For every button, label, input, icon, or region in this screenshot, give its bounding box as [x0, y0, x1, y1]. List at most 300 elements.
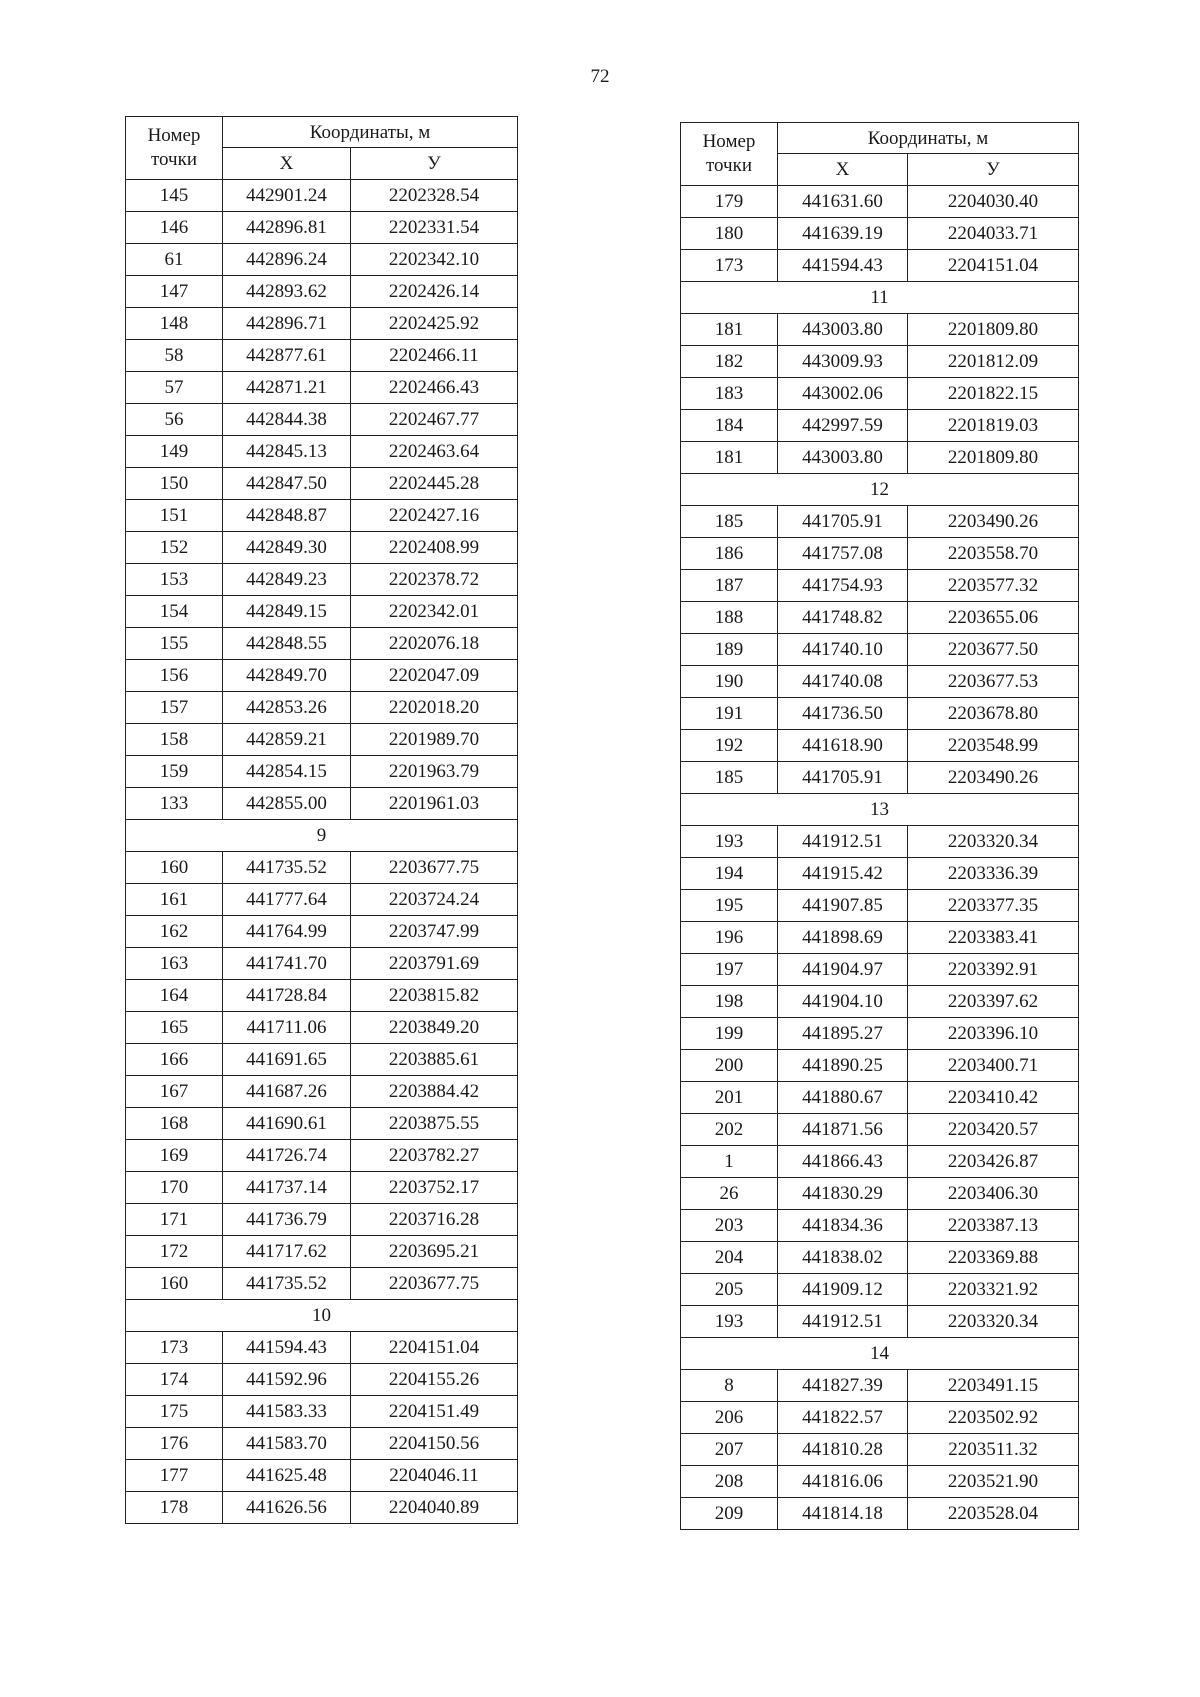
table-row	[126, 980, 518, 1012]
y-coordinate-cell: 2203490.26	[908, 506, 1079, 538]
x-coordinate-cell: 441687.26	[223, 1076, 351, 1108]
y-coordinate-cell: 2201809.80	[908, 314, 1079, 346]
table-row	[126, 852, 518, 884]
point-number-cell: 173	[681, 250, 778, 282]
point-number-cell: 209	[681, 1498, 778, 1530]
table-row	[126, 1204, 518, 1236]
point-number-cell: 146	[126, 212, 223, 244]
y-coordinate-cell: 2203716.28	[351, 1204, 518, 1236]
y-coordinate-cell: 2202076.18	[351, 628, 518, 660]
y-coordinate-cell: 2203849.20	[351, 1012, 518, 1044]
y-coordinate-cell: 2202047.09	[351, 660, 518, 692]
x-coordinate-cell: 441726.74	[223, 1140, 351, 1172]
point-number-cell: 156	[126, 660, 223, 692]
x-coordinate-cell: 443009.93	[778, 346, 908, 378]
table-row	[126, 948, 518, 980]
point-number-cell: 160	[126, 1268, 223, 1300]
y-coordinate-cell: 2201963.79	[351, 756, 518, 788]
y-coordinate-cell: 2203677.75	[351, 1268, 518, 1300]
y-coordinate-cell: 2203677.75	[351, 852, 518, 884]
table-row	[126, 532, 518, 564]
point-number-header	[126, 117, 223, 180]
point-number-cell: 193	[681, 1306, 778, 1338]
point-number-cell: 148	[126, 308, 223, 340]
section-label: 14	[681, 1338, 1079, 1370]
point-number-cell: 170	[126, 1172, 223, 1204]
y-coordinate-cell: 2203875.55	[351, 1108, 518, 1140]
table-row	[681, 378, 1079, 410]
y-coordinate-cell: 2203420.57	[908, 1114, 1079, 1146]
point-number-cell: 177	[126, 1460, 223, 1492]
table-row	[126, 724, 518, 756]
table-row	[126, 692, 518, 724]
y-coordinate-cell: 2202467.77	[351, 404, 518, 436]
y-coordinate-cell: 2204150.56	[351, 1428, 518, 1460]
x-coordinate-cell: 441834.36	[778, 1210, 908, 1242]
table-row	[126, 1236, 518, 1268]
table-row	[681, 730, 1079, 762]
x-coordinate-cell: 441757.08	[778, 538, 908, 570]
x-coordinate-cell: 442854.15	[223, 756, 351, 788]
table-row	[681, 250, 1079, 282]
y-coordinate-cell: 2203695.21	[351, 1236, 518, 1268]
table-row	[126, 180, 518, 212]
section-row	[681, 794, 1079, 826]
table-row	[126, 1172, 518, 1204]
x-coordinate-cell: 441594.43	[223, 1332, 351, 1364]
y-coordinate-cell: 2203369.88	[908, 1242, 1079, 1274]
table-row	[681, 1178, 1079, 1210]
table-row	[681, 1082, 1079, 1114]
x-coordinate-cell: 441691.65	[223, 1044, 351, 1076]
y-coordinate-cell: 2204046.11	[351, 1460, 518, 1492]
y-coordinate-cell: 2202018.20	[351, 692, 518, 724]
x-coordinate-cell: 441583.70	[223, 1428, 351, 1460]
y-coordinate-cell: 2203321.92	[908, 1274, 1079, 1306]
table-row	[681, 1370, 1079, 1402]
table-row	[126, 1044, 518, 1076]
x-coordinate-cell: 442877.61	[223, 340, 351, 372]
point-number-cell: 157	[126, 692, 223, 724]
y-coordinate-cell: 2203724.24	[351, 884, 518, 916]
x-coordinate-cell: 441880.67	[778, 1082, 908, 1114]
y-coordinate-cell: 2202463.64	[351, 436, 518, 468]
table-row	[126, 788, 518, 820]
y-column-header: У	[908, 154, 1079, 186]
point-number-cell: 174	[126, 1364, 223, 1396]
y-coordinate-cell: 2203678.80	[908, 698, 1079, 730]
table-row	[126, 596, 518, 628]
point-number-cell: 203	[681, 1210, 778, 1242]
table-row	[126, 404, 518, 436]
y-coordinate-cell: 2203502.92	[908, 1402, 1079, 1434]
y-coordinate-cell: 2203491.15	[908, 1370, 1079, 1402]
section-label: 12	[681, 474, 1079, 506]
y-coordinate-cell: 2203426.87	[908, 1146, 1079, 1178]
x-coordinate-cell: 442901.24	[223, 180, 351, 212]
section-row	[126, 1300, 518, 1332]
point-number-cell: 150	[126, 468, 223, 500]
table-row	[681, 890, 1079, 922]
y-coordinate-cell: 2203387.13	[908, 1210, 1079, 1242]
point-number-cell: 181	[681, 442, 778, 474]
point-number-cell: 163	[126, 948, 223, 980]
point-number-cell: 208	[681, 1466, 778, 1498]
table-row	[681, 986, 1079, 1018]
point-number-cell: 191	[681, 698, 778, 730]
y-coordinate-cell: 2203406.30	[908, 1178, 1079, 1210]
x-coordinate-cell: 441690.61	[223, 1108, 351, 1140]
y-coordinate-cell: 2202408.99	[351, 532, 518, 564]
x-coordinate-cell: 442896.24	[223, 244, 351, 276]
table-row	[126, 1268, 518, 1300]
point-number-cell: 179	[681, 186, 778, 218]
x-coordinate-cell: 441618.90	[778, 730, 908, 762]
y-coordinate-cell: 2204151.04	[351, 1332, 518, 1364]
table-row	[681, 410, 1079, 442]
point-number-cell: 185	[681, 506, 778, 538]
table-row	[681, 1466, 1079, 1498]
point-number-cell: 198	[681, 986, 778, 1018]
table-row	[126, 308, 518, 340]
x-coordinate-cell: 441728.84	[223, 980, 351, 1012]
y-coordinate-cell: 2203320.34	[908, 826, 1079, 858]
table-row	[126, 372, 518, 404]
table-row	[126, 628, 518, 660]
point-number-cell: 147	[126, 276, 223, 308]
point-header-line2: точки	[150, 149, 197, 170]
y-coordinate-cell: 2203511.32	[908, 1434, 1079, 1466]
y-coordinate-cell: 2204030.40	[908, 186, 1079, 218]
point-number-cell: 200	[681, 1050, 778, 1082]
y-coordinate-cell: 2203558.70	[908, 538, 1079, 570]
point-number-cell: 167	[126, 1076, 223, 1108]
y-coordinate-cell: 2204155.26	[351, 1364, 518, 1396]
x-coordinate-cell: 441895.27	[778, 1018, 908, 1050]
x-coordinate-cell: 441717.62	[223, 1236, 351, 1268]
x-coordinate-cell: 441827.39	[778, 1370, 908, 1402]
table-row	[126, 564, 518, 596]
x-coordinate-cell: 441736.50	[778, 698, 908, 730]
table-row	[681, 858, 1079, 890]
y-coordinate-cell: 2203383.41	[908, 922, 1079, 954]
point-number-cell: 172	[126, 1236, 223, 1268]
y-coordinate-cell: 2201812.09	[908, 346, 1079, 378]
y-column-header: У	[351, 148, 518, 180]
table-row	[681, 570, 1079, 602]
table-row	[681, 218, 1079, 250]
x-coordinate-cell: 441907.85	[778, 890, 908, 922]
point-number-cell: 160	[126, 852, 223, 884]
x-coordinate-cell: 441904.10	[778, 986, 908, 1018]
table-row	[681, 762, 1079, 794]
y-coordinate-cell: 2203677.53	[908, 666, 1079, 698]
y-coordinate-cell: 2203400.71	[908, 1050, 1079, 1082]
section-row	[681, 282, 1079, 314]
section-label: 13	[681, 794, 1079, 826]
table-row	[681, 1210, 1079, 1242]
section-row	[126, 820, 518, 852]
point-number-cell: 61	[126, 244, 223, 276]
point-number-cell: 154	[126, 596, 223, 628]
y-coordinate-cell: 2203528.04	[908, 1498, 1079, 1530]
x-coordinate-cell: 442896.81	[223, 212, 351, 244]
point-number-cell: 178	[126, 1492, 223, 1524]
section-row	[681, 1338, 1079, 1370]
point-number-cell: 193	[681, 826, 778, 858]
y-coordinate-cell: 2202342.10	[351, 244, 518, 276]
point-number-cell: 166	[126, 1044, 223, 1076]
table-row	[126, 1108, 518, 1140]
point-number-header	[681, 123, 778, 186]
x-coordinate-cell: 441871.56	[778, 1114, 908, 1146]
table-row	[126, 436, 518, 468]
table-row	[681, 506, 1079, 538]
table-row	[681, 1274, 1079, 1306]
coordinates-header: Координаты, м	[778, 123, 1079, 154]
point-number-cell: 26	[681, 1178, 778, 1210]
x-coordinate-cell: 441838.02	[778, 1242, 908, 1274]
table-row	[126, 1364, 518, 1396]
table-row	[681, 314, 1079, 346]
x-coordinate-cell: 441866.43	[778, 1146, 908, 1178]
table-row	[681, 186, 1079, 218]
page-number: 72	[590, 66, 610, 87]
table-row	[681, 1050, 1079, 1082]
x-coordinate-cell: 441583.33	[223, 1396, 351, 1428]
table-row	[681, 1018, 1079, 1050]
y-coordinate-cell: 2203577.32	[908, 570, 1079, 602]
table-row	[681, 634, 1079, 666]
point-number-cell: 176	[126, 1428, 223, 1460]
point-number-cell: 158	[126, 724, 223, 756]
x-coordinate-cell: 441912.51	[778, 826, 908, 858]
point-number-cell: 152	[126, 532, 223, 564]
x-coordinate-cell: 443002.06	[778, 378, 908, 410]
y-coordinate-cell: 2202342.01	[351, 596, 518, 628]
point-number-cell: 183	[681, 378, 778, 410]
table-row	[126, 1332, 518, 1364]
table-row	[681, 1434, 1079, 1466]
table-row	[681, 1306, 1079, 1338]
point-number-cell: 204	[681, 1242, 778, 1274]
x-coordinate-cell: 441748.82	[778, 602, 908, 634]
y-coordinate-cell: 2203336.39	[908, 858, 1079, 890]
table-row	[126, 276, 518, 308]
x-coordinate-cell: 441740.08	[778, 666, 908, 698]
point-number-cell: 161	[126, 884, 223, 916]
point-number-cell: 180	[681, 218, 778, 250]
y-coordinate-cell: 2202328.54	[351, 180, 518, 212]
x-coordinate-cell: 441639.19	[778, 218, 908, 250]
y-coordinate-cell: 2201822.15	[908, 378, 1079, 410]
x-coordinate-cell: 442847.50	[223, 468, 351, 500]
table-row	[126, 1012, 518, 1044]
point-number-cell: 149	[126, 436, 223, 468]
x-coordinate-cell: 441735.52	[223, 1268, 351, 1300]
point-number-cell: 199	[681, 1018, 778, 1050]
x-coordinate-cell: 442896.71	[223, 308, 351, 340]
x-coordinate-cell: 441830.29	[778, 1178, 908, 1210]
point-number-cell: 187	[681, 570, 778, 602]
section-label: 10	[126, 1300, 518, 1332]
x-coordinate-cell: 441736.79	[223, 1204, 351, 1236]
point-number-cell: 201	[681, 1082, 778, 1114]
x-coordinate-cell: 441735.52	[223, 852, 351, 884]
table-row	[126, 340, 518, 372]
x-coordinate-cell: 441890.25	[778, 1050, 908, 1082]
point-number-cell: 181	[681, 314, 778, 346]
table-row	[126, 1492, 518, 1524]
y-coordinate-cell: 2203377.35	[908, 890, 1079, 922]
x-coordinate-cell: 442893.62	[223, 276, 351, 308]
y-coordinate-cell: 2203521.90	[908, 1466, 1079, 1498]
x-coordinate-cell: 441740.10	[778, 634, 908, 666]
point-header-line1: Номер	[702, 131, 756, 153]
x-coordinate-cell: 442855.00	[223, 788, 351, 820]
table-row	[126, 884, 518, 916]
x-coordinate-cell: 441912.51	[778, 1306, 908, 1338]
point-number-cell: 207	[681, 1434, 778, 1466]
table-row	[126, 1428, 518, 1460]
point-number-cell: 169	[126, 1140, 223, 1172]
y-coordinate-cell: 2203884.42	[351, 1076, 518, 1108]
coordinates-table-left	[125, 116, 518, 1524]
x-coordinate-cell: 441909.12	[778, 1274, 908, 1306]
y-coordinate-cell: 2203320.34	[908, 1306, 1079, 1338]
point-number-cell: 175	[126, 1396, 223, 1428]
coordinates-table-right	[680, 122, 1079, 1530]
y-coordinate-cell: 2204151.04	[908, 250, 1079, 282]
x-coordinate-cell: 442997.59	[778, 410, 908, 442]
x-coordinate-cell: 441592.96	[223, 1364, 351, 1396]
y-coordinate-cell: 2204033.71	[908, 218, 1079, 250]
section-row	[681, 474, 1079, 506]
table-row	[681, 1114, 1079, 1146]
x-coordinate-cell: 441822.57	[778, 1402, 908, 1434]
point-number-cell: 192	[681, 730, 778, 762]
point-number-cell: 164	[126, 980, 223, 1012]
point-number-cell: 188	[681, 602, 778, 634]
coordinates-header: Координаты, м	[223, 117, 518, 148]
x-column-header: Х	[778, 154, 908, 186]
y-coordinate-cell: 2203410.42	[908, 1082, 1079, 1114]
y-coordinate-cell: 2202427.16	[351, 500, 518, 532]
x-coordinate-cell: 441631.60	[778, 186, 908, 218]
y-coordinate-cell: 2201819.03	[908, 410, 1079, 442]
table-row	[681, 954, 1079, 986]
table-row	[681, 1242, 1079, 1274]
x-coordinate-cell: 441711.06	[223, 1012, 351, 1044]
section-label: 9	[126, 820, 518, 852]
x-coordinate-cell: 441626.56	[223, 1492, 351, 1524]
point-number-cell: 159	[126, 756, 223, 788]
point-number-cell: 58	[126, 340, 223, 372]
x-coordinate-cell: 443003.80	[778, 442, 908, 474]
table-row	[681, 346, 1079, 378]
x-coordinate-cell: 441737.14	[223, 1172, 351, 1204]
x-coordinate-cell: 442859.21	[223, 724, 351, 756]
x-coordinate-cell: 441764.99	[223, 916, 351, 948]
point-number-cell: 182	[681, 346, 778, 378]
table-row	[681, 826, 1079, 858]
y-coordinate-cell: 2202426.14	[351, 276, 518, 308]
x-coordinate-cell: 441814.18	[778, 1498, 908, 1530]
x-coordinate-cell: 442849.15	[223, 596, 351, 628]
y-coordinate-cell: 2203782.27	[351, 1140, 518, 1172]
table-row	[126, 660, 518, 692]
point-number-cell: 173	[126, 1332, 223, 1364]
table-row	[126, 244, 518, 276]
y-coordinate-cell: 2203490.26	[908, 762, 1079, 794]
point-number-cell: 145	[126, 180, 223, 212]
y-coordinate-cell: 2203392.91	[908, 954, 1079, 986]
point-number-cell: 194	[681, 858, 778, 890]
x-coordinate-cell: 441741.70	[223, 948, 351, 980]
point-number-cell: 165	[126, 1012, 223, 1044]
x-coordinate-cell: 441705.91	[778, 506, 908, 538]
point-number-cell: 155	[126, 628, 223, 660]
y-coordinate-cell: 2203752.17	[351, 1172, 518, 1204]
point-number-cell: 189	[681, 634, 778, 666]
y-coordinate-cell: 2204151.49	[351, 1396, 518, 1428]
table-row	[126, 756, 518, 788]
point-number-cell: 151	[126, 500, 223, 532]
x-coordinate-cell: 441705.91	[778, 762, 908, 794]
y-coordinate-cell: 2203677.50	[908, 634, 1079, 666]
x-coordinate-cell: 442849.23	[223, 564, 351, 596]
table-row	[681, 602, 1079, 634]
table-row	[126, 1140, 518, 1172]
x-coordinate-cell: 443003.80	[778, 314, 908, 346]
table-row	[126, 468, 518, 500]
table-row	[681, 922, 1079, 954]
x-coordinate-cell: 442853.26	[223, 692, 351, 724]
x-coordinate-cell: 442844.38	[223, 404, 351, 436]
table-row	[126, 500, 518, 532]
point-number-cell: 57	[126, 372, 223, 404]
x-coordinate-cell: 441904.97	[778, 954, 908, 986]
y-coordinate-cell: 2203885.61	[351, 1044, 518, 1076]
point-number-cell: 197	[681, 954, 778, 986]
point-number-cell: 1	[681, 1146, 778, 1178]
table-row	[126, 916, 518, 948]
y-coordinate-cell: 2201809.80	[908, 442, 1079, 474]
point-number-cell: 168	[126, 1108, 223, 1140]
x-coordinate-cell: 441816.06	[778, 1466, 908, 1498]
y-coordinate-cell: 2201961.03	[351, 788, 518, 820]
point-number-cell: 206	[681, 1402, 778, 1434]
table-row	[681, 442, 1079, 474]
x-coordinate-cell: 441810.28	[778, 1434, 908, 1466]
point-number-cell: 190	[681, 666, 778, 698]
x-coordinate-cell: 442848.87	[223, 500, 351, 532]
point-number-cell: 196	[681, 922, 778, 954]
x-column-header: Х	[223, 148, 351, 180]
x-coordinate-cell: 441777.64	[223, 884, 351, 916]
y-coordinate-cell: 2201989.70	[351, 724, 518, 756]
y-coordinate-cell: 2203747.99	[351, 916, 518, 948]
point-number-cell: 202	[681, 1114, 778, 1146]
point-number-cell: 185	[681, 762, 778, 794]
table-row	[681, 666, 1079, 698]
y-coordinate-cell: 2203815.82	[351, 980, 518, 1012]
table-row	[126, 1396, 518, 1428]
y-coordinate-cell: 2202331.54	[351, 212, 518, 244]
table-row	[126, 212, 518, 244]
point-number-cell: 162	[126, 916, 223, 948]
x-coordinate-cell: 442845.13	[223, 436, 351, 468]
